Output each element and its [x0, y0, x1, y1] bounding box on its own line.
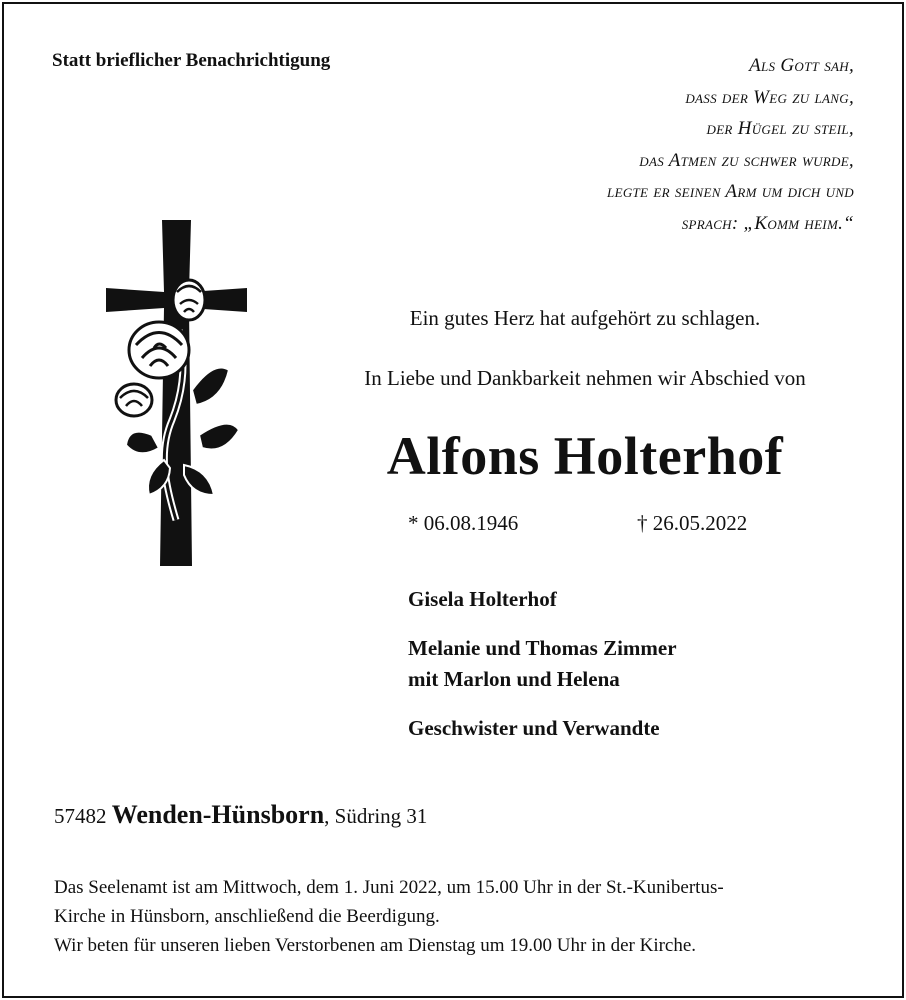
mourner-entry: Gisela Holterhof	[408, 587, 557, 611]
intro-text: Statt brieflicher Benachrichtigung	[52, 50, 331, 71]
birth-date: * 06.08.1946	[408, 511, 519, 535]
notice-line: Kirche in Hünsborn, anschließend die Beerdigung.	[54, 906, 440, 927]
street: , Südring 31	[324, 804, 428, 828]
farewell-line: In Liebe und Dankbarkeit nehmen wir Abschied von	[364, 366, 806, 390]
poem-line: dass der Weg zu lang,	[685, 86, 854, 108]
poem-line: das Atmen zu schwer wurde,	[639, 149, 854, 171]
postal-code: 57482	[54, 804, 107, 828]
poem-line: Als Gott sah,	[749, 55, 854, 76]
city: Wenden-Hünsborn	[111, 800, 325, 829]
heart-line: Ein gutes Herz hat aufgehört zu schlagen.	[409, 306, 761, 330]
notice-line: Wir beten für unseren lieben Verstorbenen am Dienstag um 19.00 Uhr in der Kirche.	[54, 935, 697, 956]
cross-with-rose-icon	[104, 220, 249, 568]
mourner-entry: Melanie und Thomas Zimmer	[408, 636, 677, 660]
address	[54, 800, 427, 830]
poem-line: sprach: „Komm heim.“	[681, 212, 854, 234]
poem	[607, 50, 854, 239]
poem-line: legte er seinen Arm um dich und	[607, 181, 854, 202]
mourner-entry: mit Marlon und Helena	[408, 667, 620, 691]
mourner-entry: Geschwister und Verwandte	[408, 716, 660, 740]
notice-line: Das Seelenamt ist am Mittwoch, dem 1. Juni 2022, um 15.00 Uhr in der St.-Kunibertus-	[54, 877, 724, 898]
poem-line: der Hügel zu steil,	[706, 118, 854, 139]
deceased-name: Alfons Holterhof	[386, 426, 784, 486]
death-date: † 26.05.2022	[637, 511, 748, 535]
service-notice	[54, 873, 854, 960]
mourners-list	[408, 584, 677, 744]
